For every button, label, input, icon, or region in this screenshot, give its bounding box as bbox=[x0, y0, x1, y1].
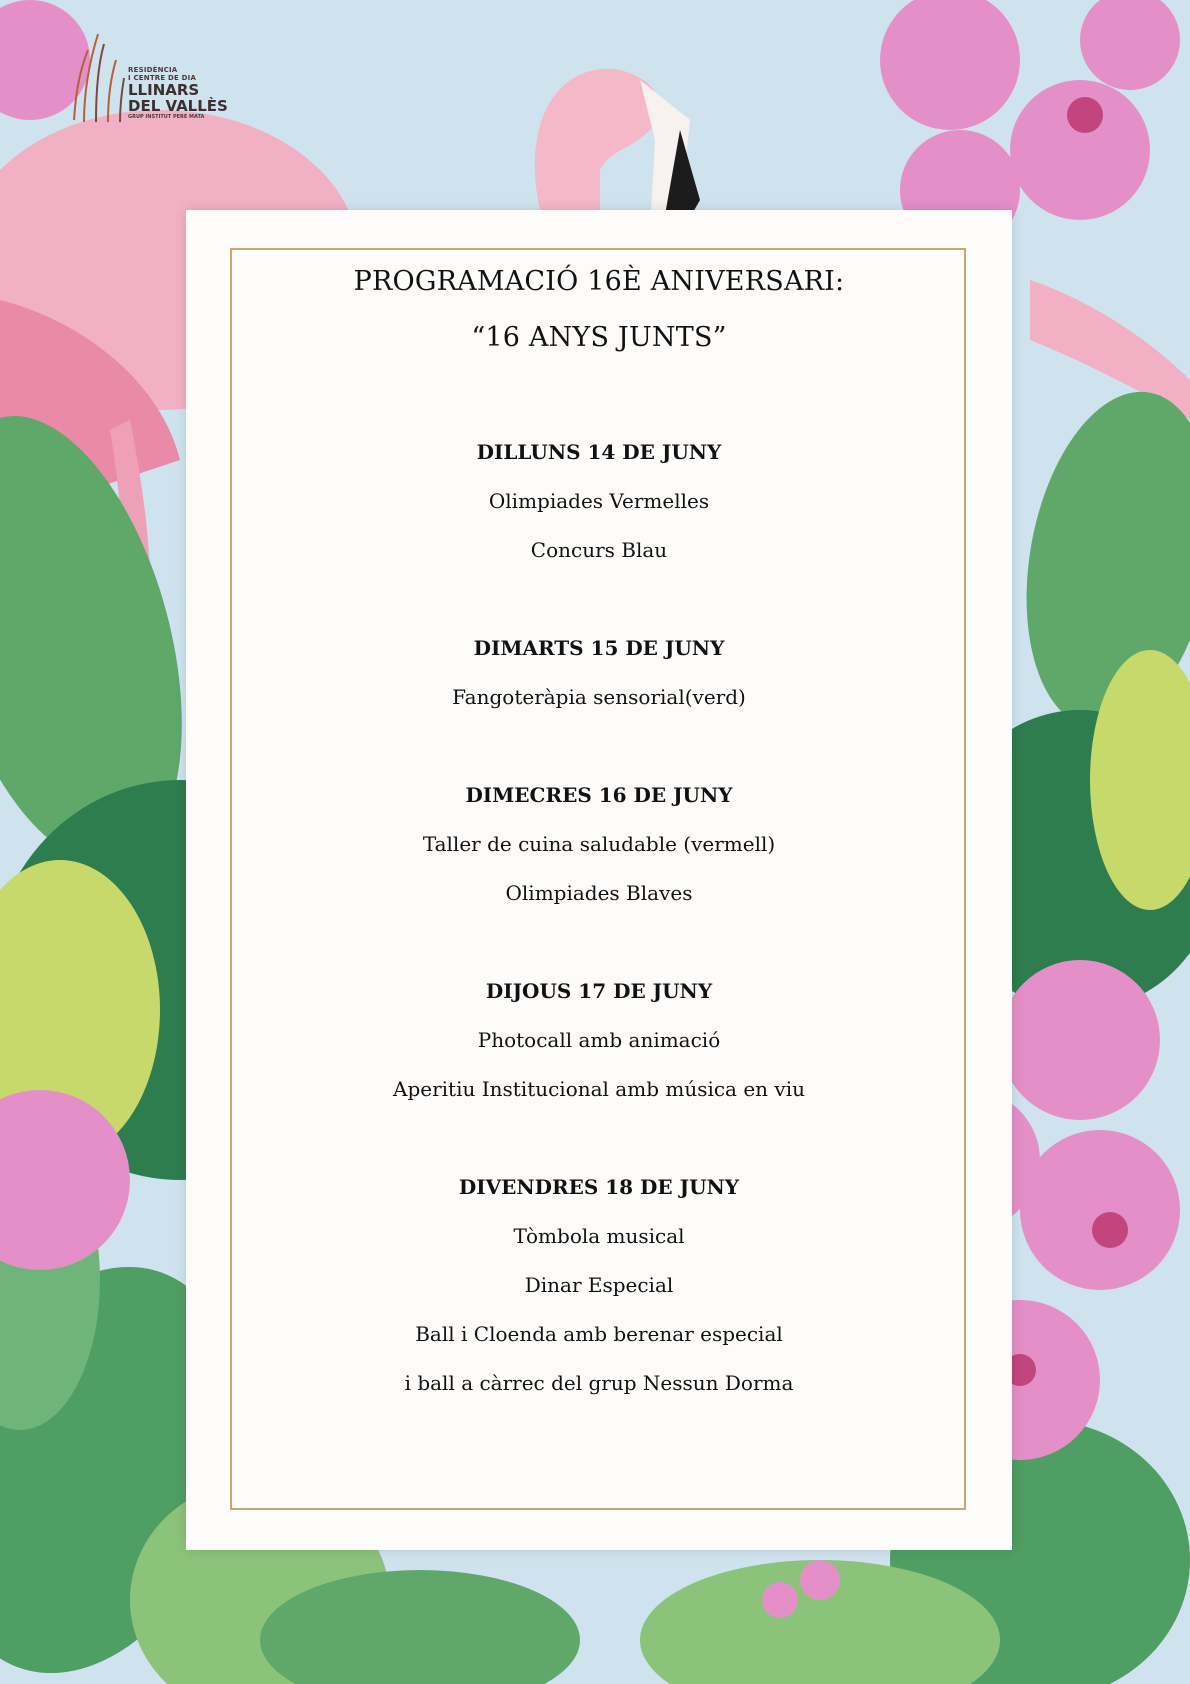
logo-line-4: DEL VALLÈS bbox=[128, 97, 228, 115]
event-item: Taller de cuina saludable (vermell) bbox=[422, 832, 776, 856]
event-item: Dinar Especial bbox=[524, 1273, 674, 1297]
residence-logo bbox=[70, 30, 240, 140]
program-card bbox=[186, 210, 1012, 1550]
event-item: Photocall amb animació bbox=[477, 1028, 721, 1052]
event-item: Fangoteràpia sensorial(verd) bbox=[452, 685, 746, 709]
logo-line-5: GRUP INSTITUT PERE MATA bbox=[128, 114, 205, 120]
logo-line-1: RESIDÈNCIA bbox=[128, 66, 178, 74]
event-item: Tòmbola musical bbox=[513, 1224, 685, 1248]
event-item: Olimpiades Blaves bbox=[505, 881, 693, 905]
event-item: i ball a càrrec del grup Nessun Dorma bbox=[404, 1371, 794, 1395]
event-item: Aperitiu Institucional amb música en viu bbox=[393, 1077, 805, 1101]
day-heading-wednesday: DIMECRES 16 DE JUNY bbox=[465, 783, 733, 807]
page-title: PROGRAMACIÓ 16È ANIVERSARI: bbox=[353, 266, 845, 297]
event-item: Concurs Blau bbox=[530, 538, 668, 562]
gold-frame bbox=[230, 248, 966, 1510]
logo-emblem-icon bbox=[70, 30, 126, 130]
logo-line-2: I CENTRE DE DIA bbox=[128, 74, 197, 82]
event-item: Olimpiades Vermelles bbox=[488, 489, 710, 513]
day-heading-thursday: DIJOUS 17 DE JUNY bbox=[485, 979, 713, 1003]
logo-line-3: LLINARS bbox=[128, 81, 200, 99]
event-item: Ball i Cloenda amb berenar especial bbox=[415, 1322, 783, 1346]
day-heading-tuesday: DIMARTS 15 DE JUNY bbox=[473, 636, 725, 660]
day-heading-friday: DIVENDRES 18 DE JUNY bbox=[458, 1175, 740, 1199]
day-heading-monday: DILLUNS 14 DE JUNY bbox=[476, 440, 722, 464]
page-subtitle: “16 ANYS JUNTS” bbox=[471, 322, 727, 353]
